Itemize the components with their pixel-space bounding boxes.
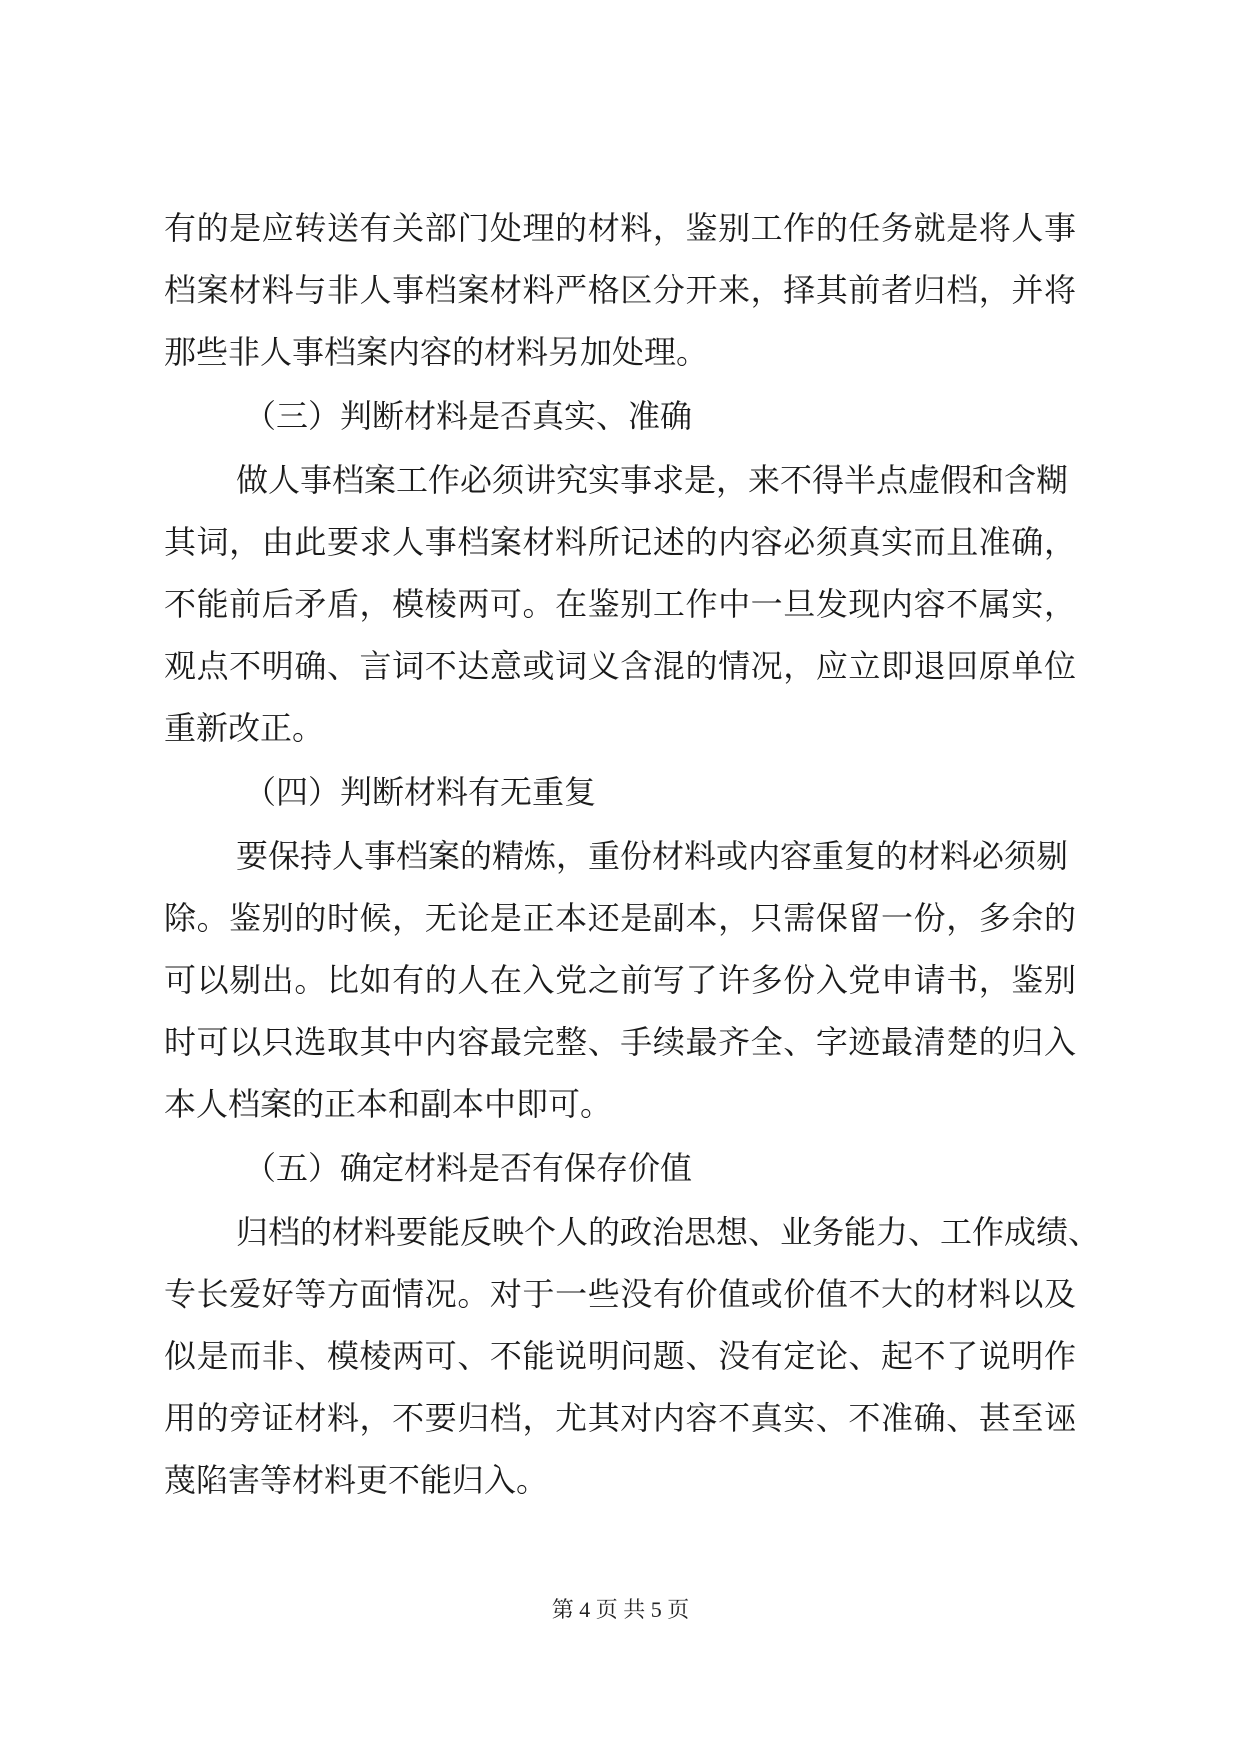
paragraph-line: 重新改正。 [164, 709, 325, 747]
section-heading-4: （四）判断材料有无重复 [244, 773, 597, 811]
page-number-footer: 第 4 页 共 5 页 [551, 1597, 690, 1622]
paragraph-line: 有的是应转送有关部门处理的材料，鉴别工作的任务就是将人事 [164, 209, 1076, 247]
paragraph-line: 可以剔出。比如有的人在入党之前写了许多份入党申请书，鉴别 [164, 961, 1076, 999]
paragraph-line: 要保持人事档案的精炼，重份材料或内容重复的材料必须剔 [236, 837, 1069, 875]
paragraph-line: 其词，由此要求人事档案材料所记述的内容必须真实而且准确， [164, 523, 1076, 561]
section-heading-5: （五）确定材料是否有保存价值 [244, 1149, 693, 1187]
paragraph-line: 专长爱好等方面情况。对于一些没有价值或价值不大的材料以及 [164, 1275, 1076, 1313]
paragraph-line: 那些非人事档案内容的材料另加处理。 [164, 333, 709, 371]
paragraph-line: 观点不明确、言词不达意或词义含混的情况，应立即退回原单位 [164, 647, 1076, 685]
paragraph-line: 用的旁证材料，不要归档，尤其对内容不真实、不准确、甚至诬 [164, 1399, 1076, 1437]
paragraph-line: 除。鉴别的时候，无论是正本还是副本，只需保留一份，多余的 [164, 899, 1076, 937]
paragraph-line: 时可以只选取其中内容最完整、手续最齐全、字迹最清楚的归入 [164, 1023, 1076, 1061]
paragraph-line: 做人事档案工作必须讲究实事求是，来不得半点虚假和含糊 [236, 461, 1069, 499]
paragraph-line: 似是而非、模棱两可、不能说明问题、没有定论、起不了说明作 [164, 1337, 1076, 1375]
paragraph-line: 不能前后矛盾，模棱两可。在鉴别工作中一旦发现内容不属实， [164, 585, 1076, 623]
section-heading-3: （三）判断材料是否真实、准确 [244, 397, 693, 435]
paragraph-line: 本人档案的正本和副本中即可。 [164, 1085, 613, 1123]
paragraph-line: 归档的材料要能反映个人的政治思想、业务能力、工作成绩、 [236, 1213, 1101, 1251]
paragraph-line: 蔑陷害等材料更不能归入。 [164, 1461, 549, 1499]
paragraph-line: 档案材料与非人事档案材料严格区分开来，择其前者归档，并将 [164, 271, 1076, 309]
